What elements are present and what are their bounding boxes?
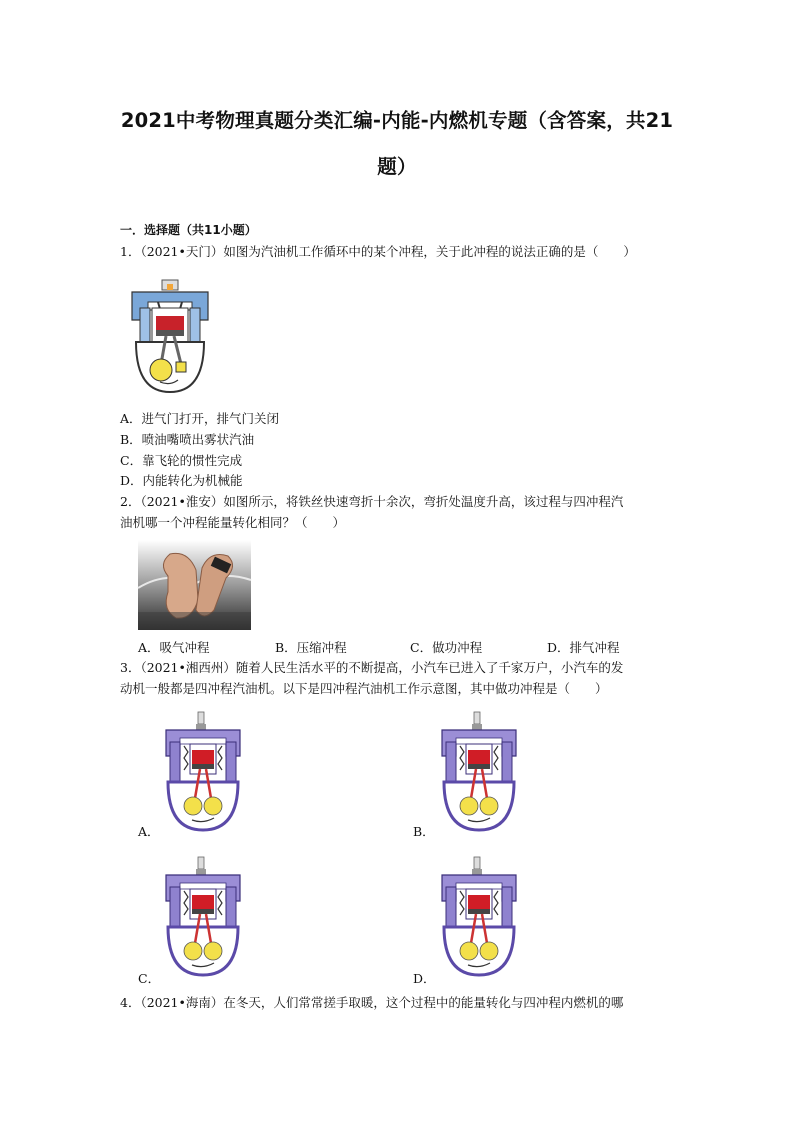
section-heading: 一．选择题（共11小题）	[120, 223, 257, 237]
q3-engine-b	[438, 712, 520, 832]
document-title	[100, 98, 694, 190]
q2-option-c: C．做功冲程	[410, 640, 483, 655]
q2-option-b: B．压缩冲程	[275, 640, 347, 655]
q2-stem-line-2: 油机哪一个冲程能量转化相同？（ ）	[120, 515, 346, 530]
q3-option-a: A．	[138, 824, 160, 839]
q3-option-b: B．	[413, 824, 435, 839]
q4-stem-line-1: 4．（2021•海南）在冬天，人们常常搓手取暖，这个过程中的能量转化与四冲程内燃机的哪	[120, 995, 624, 1010]
q3-engine-d	[438, 857, 520, 977]
q2-bending-wire-photo	[138, 540, 251, 630]
q1-option-a: A．进气门打开，排气门关闭	[120, 411, 280, 426]
q1-stem: 1．（2021•天门）如图为汽油机工作循环中的某个冲程，关于此冲程的说法正确的是（ ）	[120, 244, 636, 259]
q1-option-b: B．喷油嘴喷出雾状汽油	[120, 432, 255, 447]
q3-option-c: C．	[138, 971, 161, 986]
title-line-1: 2021中考物理真题分类汇编-内能-内燃机专题（含答案，共21	[120, 109, 674, 132]
q2-option-a: A．吸气冲程	[138, 640, 210, 655]
q3-engine-c	[162, 857, 244, 977]
q1-option-c: C．靠飞轮的惯性完成	[120, 453, 243, 468]
q3-stem-line-1: 3．（2021•湘西州）随着人民生活水平的不断提高，小汽车已进入了千家万户，小汽车的发	[120, 660, 624, 675]
q1-option-d: D．内能转化为机械能	[120, 473, 243, 488]
q2-stem-line-1: 2．（2021•淮安）如图所示，将铁丝快速弯折十余次，弯折处温度升高，该过程与四冲程汽	[120, 494, 624, 509]
q3-engine-a	[162, 712, 244, 832]
q1-engine-diagram	[130, 280, 210, 395]
q3-stem-line-2: 动机一般都是四冲程汽油机。以下是四冲程汽油机工作示意图，其中做功冲程是（ ）	[120, 681, 608, 696]
q2-option-d: D．排气冲程	[547, 640, 620, 655]
q3-option-d: D．	[413, 971, 436, 986]
title-line-2: 题）	[377, 155, 417, 178]
